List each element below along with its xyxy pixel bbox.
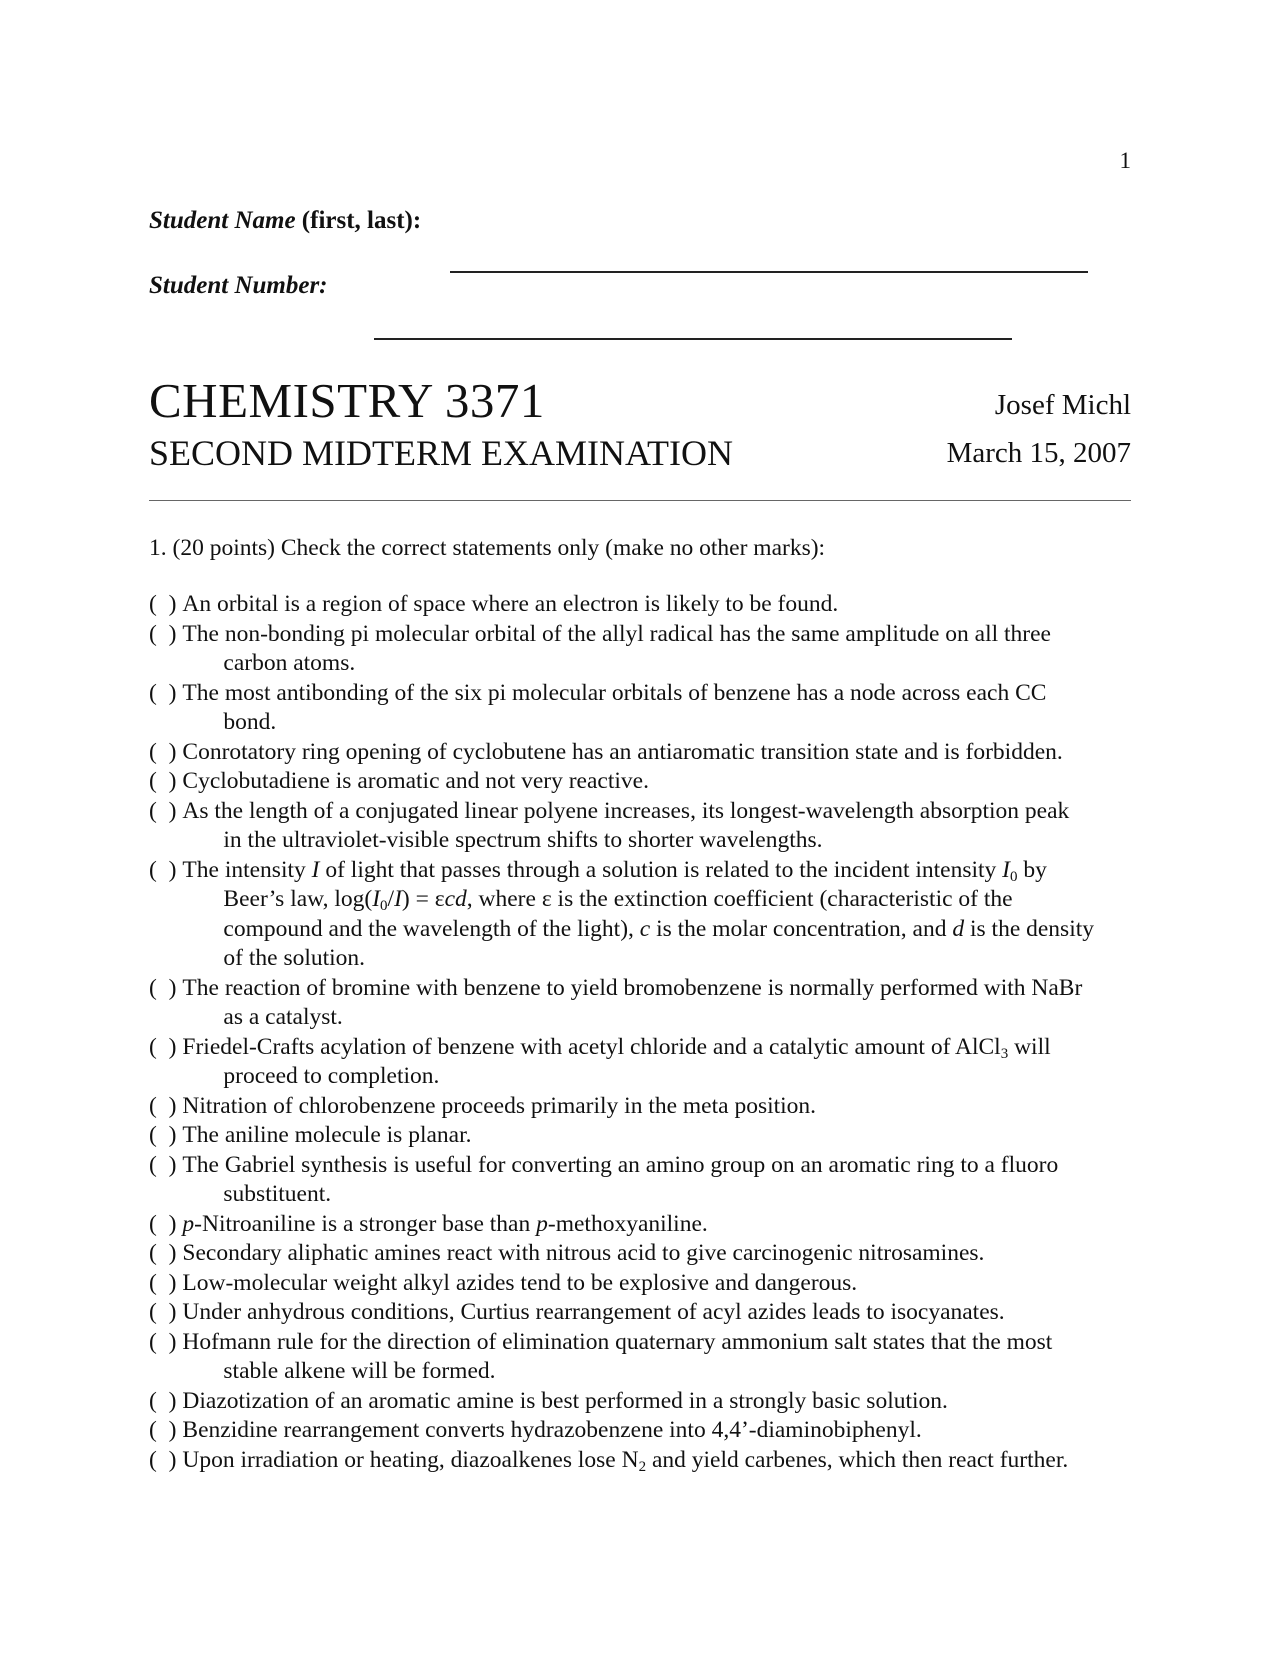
student-name-blank[interactable] [450, 271, 1088, 273]
statement-checkbox[interactable]: ( ) [149, 1269, 177, 1296]
statement-item [149, 1092, 1132, 1122]
statement-continuation: in the ultraviolet-visible spectrum shifts to shorter wavelengths. [223, 827, 823, 853]
statement-text [182, 856, 1132, 974]
statement-text [182, 1387, 1132, 1417]
statement-text [182, 1416, 1132, 1446]
text-run: Friedel-Crafts acylation of benzene with acetyl chloride and a catalytic amount of AlCl [182, 1033, 1001, 1060]
statement-checkbox[interactable]: ( ) [149, 797, 177, 824]
statement-item [149, 1151, 1132, 1210]
text-run: is the density [964, 915, 1095, 942]
variable-symbol: c [639, 915, 651, 942]
text-run: by [1017, 856, 1047, 883]
variable-symbol: I [311, 856, 320, 883]
student-number-blank[interactable] [374, 338, 1012, 340]
statement-line: The Gabriel synthesis is useful for converting an amino group on an aromatic ring to a fluoro [182, 1151, 1059, 1178]
statement-line [182, 857, 1046, 883]
statement-line: The non-bonding pi molecular orbital of the allyl radical has the same amplitude on all three [182, 620, 1051, 647]
statement-item [149, 974, 1132, 1033]
statement-text [182, 767, 1132, 797]
text-run: of light that passes through a solution is related to the incident intensity [319, 856, 1003, 883]
statement-item [149, 1033, 1132, 1092]
statement-checkbox[interactable]: ( ) [149, 1240, 177, 1266]
statement-line: The aniline molecule is planar. [182, 1122, 472, 1148]
statement-continuation: carbon atoms. [223, 650, 356, 676]
statement-checkbox[interactable]: ( ) [149, 1151, 177, 1178]
statement-checkbox[interactable]: ( ) [149, 1328, 177, 1355]
statement-item [149, 620, 1132, 679]
statement-line: An orbital is a region of space where an electron is likely to be found. [182, 591, 839, 617]
text-run: and yield carbenes, which then react further. [646, 1446, 1069, 1473]
subscript: 2 [638, 1458, 647, 1475]
statement-checkbox[interactable]: ( ) [149, 1299, 177, 1325]
statement-text [182, 590, 1132, 620]
statement-line: As the length of a conjugated linear polyene increases, its longest-wavelength absorption peak [182, 797, 1070, 824]
statement-item [149, 1239, 1132, 1269]
statement-checkbox[interactable]: ( ) [149, 856, 177, 883]
statement-text [182, 1328, 1132, 1387]
statement-text [182, 1298, 1132, 1328]
statement-checkbox[interactable]: ( ) [149, 620, 177, 647]
statement-continuation: bond. [223, 709, 277, 735]
statement-checkbox[interactable]: ( ) [149, 738, 177, 765]
variable-symbol: I [372, 886, 381, 912]
statement-checkbox[interactable]: ( ) [149, 1417, 177, 1443]
statement-item [149, 1210, 1132, 1240]
statement-text [182, 1446, 1132, 1476]
statement-text [182, 738, 1132, 768]
statement-continuation: stable alkene will be formed. [223, 1358, 496, 1384]
text-run: Beer’s law, log( [223, 886, 373, 912]
text-run: will [1008, 1033, 1051, 1060]
statement-item [149, 797, 1132, 856]
statement-checkbox[interactable]: ( ) [149, 679, 177, 706]
variable-symbol: p [182, 1210, 195, 1237]
statement-checkbox[interactable]: ( ) [149, 768, 177, 794]
student-name-label-rest: (first, last): [295, 207, 422, 234]
student-name-label-italic: Student Name [149, 207, 296, 234]
subscript: 3 [1000, 1045, 1009, 1062]
student-number-label-text: Student Number: [149, 272, 328, 299]
student-number-label [149, 272, 328, 300]
statement-text [182, 1151, 1132, 1210]
text-run: / [387, 886, 395, 912]
statement-checkbox[interactable]: ( ) [149, 1122, 177, 1148]
text-run: -Nitroaniline is a stronger base than [194, 1210, 537, 1237]
statement-checkbox[interactable]: ( ) [149, 1446, 177, 1473]
statement-line: The most antibonding of the six pi molecular orbitals of benzene has a node across each CC [182, 679, 1047, 706]
statement-item [149, 1416, 1132, 1446]
statement-line: Nitration of chlorobenzene proceeds primarily in the meta position. [182, 1092, 817, 1119]
statement-text [182, 1033, 1132, 1092]
statement-item [149, 1328, 1132, 1387]
statement-text [182, 974, 1132, 1033]
statement-line [182, 1034, 1050, 1060]
statement-text [182, 679, 1132, 738]
variable-symbol: I [394, 886, 402, 912]
statement-item [149, 738, 1132, 768]
variable-symbol: p [536, 1210, 548, 1237]
statement-continuation: substituent. [223, 1181, 332, 1207]
text-run: -methoxyaniline. [547, 1210, 708, 1237]
course-title: CHEMISTRY 3371 [149, 373, 545, 428]
statement-line: Diazotization of an aromatic amine is best performed in a strongly basic solution. [182, 1387, 948, 1414]
statement-text [182, 1239, 1132, 1269]
statement-checkbox[interactable]: ( ) [149, 591, 177, 617]
statement-continuation [182, 915, 1132, 945]
text-run: is the molar concentration, and [650, 915, 953, 942]
statement-checkbox[interactable]: ( ) [149, 1092, 177, 1119]
statement-item [149, 679, 1132, 738]
statement-continuation [182, 885, 1132, 915]
text-run: , where ε is the extinction coefficient (characteristic of the [466, 886, 1013, 912]
subscript: 0 [380, 898, 388, 914]
exam-title: SECOND MIDTERM EXAMINATION [149, 433, 733, 473]
statement-line: The reaction of bromine with benzene to yield bromobenzene is normally performed with NaBr [182, 974, 1083, 1001]
statement-item [149, 1121, 1132, 1151]
statement-continuation: proceed to completion. [223, 1063, 440, 1089]
statement-continuation: of the solution. [223, 945, 366, 971]
question-heading: 1. (20 points) Check the correct statements only (make no other marks): [149, 535, 826, 561]
statement-list [149, 590, 1132, 1475]
statement-text [182, 620, 1132, 679]
variable-symbol: d [952, 915, 965, 942]
variable-symbol: I [1002, 856, 1010, 883]
statement-line [182, 1211, 707, 1237]
statement-text [182, 1269, 1132, 1299]
statement-continuation: as a catalyst. [223, 1004, 343, 1030]
statement-line: Secondary aliphatic amines react with nitrous acid to give carcinogenic nitrosamines. [182, 1240, 985, 1266]
author-name: Josef Michl [994, 389, 1131, 421]
statement-checkbox[interactable]: ( ) [149, 1033, 177, 1060]
statement-line: Low-molecular weight alkyl azides tend to be explosive and dangerous. [182, 1269, 858, 1296]
header-divider [149, 500, 1131, 501]
statement-checkbox[interactable]: ( ) [149, 974, 177, 1001]
statement-text [182, 797, 1132, 856]
statement-text [182, 1210, 1132, 1240]
statement-item [149, 1387, 1132, 1417]
statement-item [149, 1446, 1132, 1476]
statement-checkbox[interactable]: ( ) [149, 1387, 177, 1414]
text-run: The intensity [182, 856, 312, 883]
statement-item [149, 767, 1132, 797]
statement-item [149, 1298, 1132, 1328]
page-number: 1 [1119, 148, 1131, 173]
statement-line [182, 1447, 1068, 1473]
variable-symbol: cd [444, 886, 467, 912]
statement-text [182, 1121, 1132, 1151]
statement-text [182, 1092, 1132, 1122]
statement-line: Benzidine rearrangement converts hydrazobenzene into 4,4’-diaminobiphenyl. [182, 1417, 922, 1443]
text-run: Upon irradiation or heating, diazoalkenes lose N [182, 1446, 639, 1473]
statement-item [149, 1269, 1132, 1299]
statement-item [149, 856, 1132, 974]
statement-line: Under anhydrous conditions, Curtius rearrangement of acyl azides leads to isocyanates. [182, 1299, 1005, 1325]
subscript: 0 [1010, 868, 1018, 885]
statement-checkbox[interactable]: ( ) [149, 1210, 177, 1237]
statement-item [149, 590, 1132, 620]
statement-line: Cyclobutadiene is aromatic and not very reactive. [182, 768, 649, 794]
text-run: ) = ε [401, 886, 445, 912]
statement-line: Conrotatory ring opening of cyclobutene has an antiaromatic transition state and is forbidden. [182, 738, 1063, 765]
student-name-label [149, 207, 421, 235]
exam-date: March 15, 2007 [946, 437, 1131, 469]
statement-line: Hofmann rule for the direction of elimination quaternary ammonium salt states that the most [182, 1328, 1053, 1355]
text-run: compound and the wavelength of the light), [223, 915, 640, 942]
